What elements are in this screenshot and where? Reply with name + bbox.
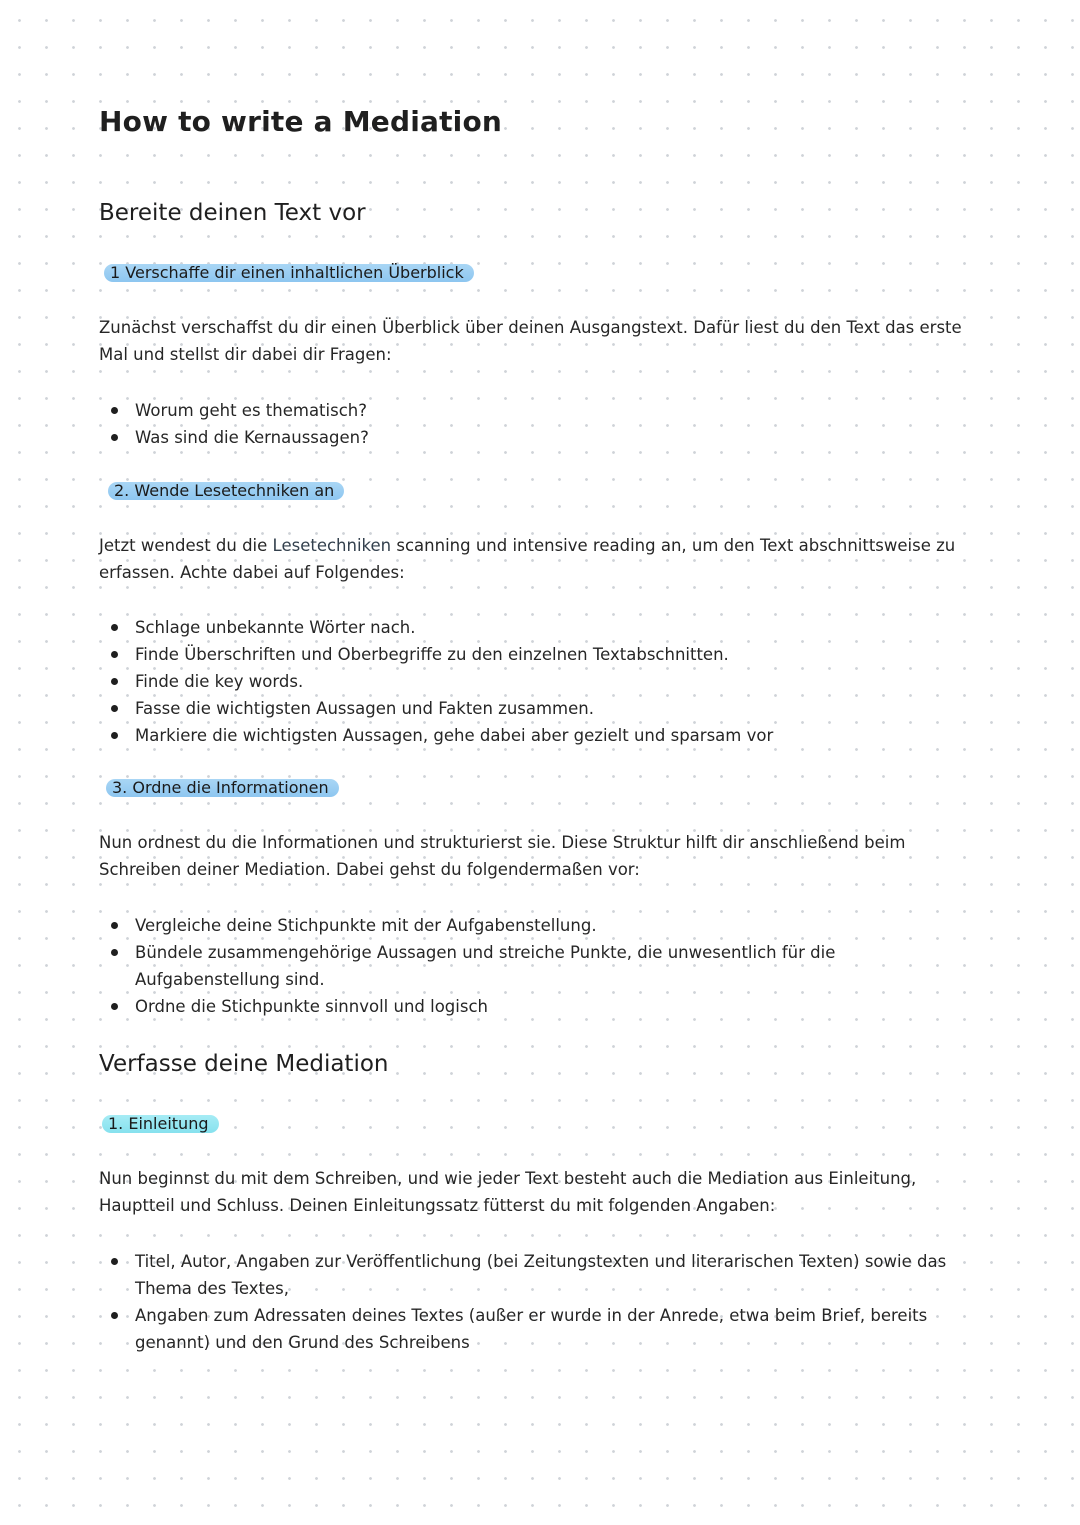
list-item: Fasse die wichtigsten Aussagen und Fakten zusammen. — [99, 695, 979, 722]
step-label-overview: 1 Verschaffe dir einen inhaltlichen Überblick — [104, 264, 474, 282]
list-item: Markiere die wichtigsten Aussagen, gehe dabei aber gezielt und sparsam vor — [99, 722, 979, 749]
list-item: Vergleiche deine Stichpunkte mit der Aufgabenstellung. — [99, 912, 979, 939]
paragraph-order-information: Nun ordnest du die Informationen und strukturierst sie. Diese Struktur hilft dir anschließend beim Schreiben deiner Mediation. Dabei gehst du folgendermaßen vor: — [99, 833, 906, 879]
list-item: Bündele zusammengehörige Aussagen und streiche Punkte, die unwesentlich für die Aufgabenstellung sind. — [99, 939, 979, 993]
paragraph-overview: Zunächst verschaffst du dir einen Überblick über deinen Ausgangstext. Dafür liest du den Text das erste Mal und stellst dir dabei dir Fragen: — [99, 318, 962, 364]
list-item: Worum geht es thematisch? — [99, 397, 979, 424]
list-item: Finde die key words. — [99, 668, 979, 695]
list-item: Titel, Autor, Angaben zur Veröffentlichung (bei Zeitungstexten und literarischen Texten) sowie das Thema des Textes, — [99, 1248, 979, 1302]
list-item: Finde Überschriften und Oberbegriffe zu den einzelnen Textabschnitten. — [99, 641, 979, 668]
bullet-list-overview — [99, 397, 979, 451]
bullet-list-reading-techniques — [99, 614, 979, 749]
bullet-list-order-information — [99, 912, 979, 1020]
section-heading-compose: Verfasse deine Mediation — [99, 1051, 389, 1077]
paragraph-reading-techniques: Jetzt wendest du die Lesetechniken scanning und intensive reading an, um den Text abschnittsweise zu erfassen. Achte dabei auf Folgendes: — [99, 536, 956, 582]
section-heading-prepare: Bereite deinen Text vor — [99, 200, 366, 226]
list-item: Was sind die Kernaussagen? — [99, 424, 979, 451]
list-item: Schlage unbekannte Wörter nach. — [99, 614, 979, 641]
list-item: Angaben zum Adressaten deines Textes (außer er wurde in der Anrede, etwa beim Brief, bereits genannt) und den Grund des Schreibens — [99, 1302, 979, 1356]
keyword-lesetechniken: Lesetechniken — [272, 536, 392, 555]
step-label-order-information: 3. Ordne die Informationen — [106, 779, 339, 797]
list-item: Ordne die Stichpunkte sinnvoll und logisch — [99, 993, 979, 1020]
step-label-reading-techniques: 2. Wende Lesetechniken an — [108, 482, 344, 500]
paragraph-introduction: Nun beginnst du mit dem Schreiben, und wie jeder Text besteht auch die Mediation aus Einleitung, Hauptteil und Schluss. Deinen Einleitungssatz fütterst du mit folgenden Angaben: — [99, 1169, 917, 1215]
page-title: How to write a Mediation — [99, 105, 503, 138]
step-label-introduction: 1. Einleitung — [102, 1115, 219, 1133]
bullet-list-introduction — [99, 1248, 979, 1356]
